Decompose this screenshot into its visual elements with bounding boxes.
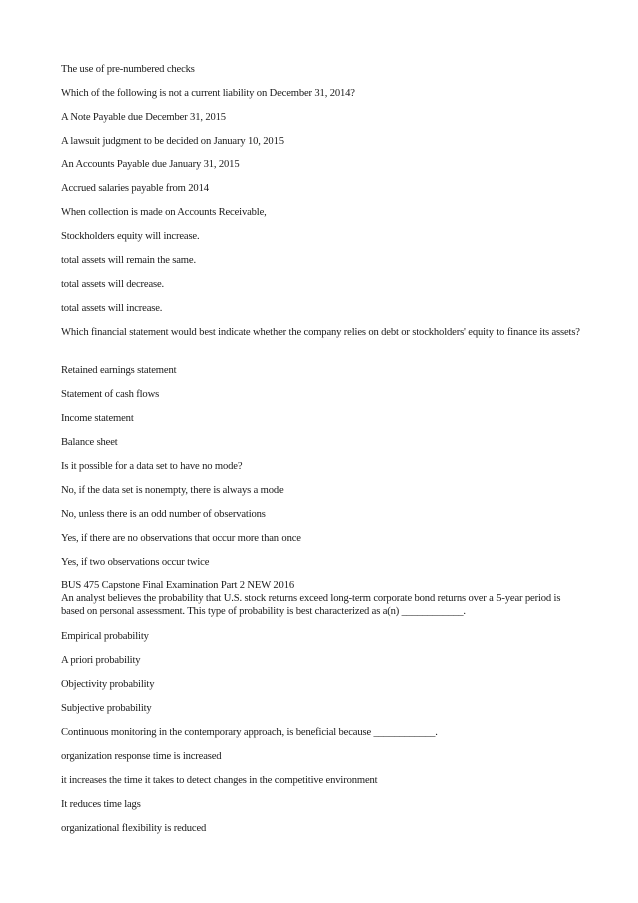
- answer-option: Yes, if two observations occur twice: [61, 557, 210, 568]
- question-text: When collection is made on Accounts Receivable,: [61, 207, 267, 218]
- answer-option: organizational flexibility is reduced: [61, 823, 207, 834]
- answer-option: A Note Payable due December 31, 2015: [61, 112, 226, 123]
- text-line: The use of pre-numbered checks: [61, 64, 195, 75]
- answer-option: total assets will remain the same.: [61, 255, 196, 266]
- answer-option: total assets will decrease.: [61, 279, 165, 290]
- answer-option: Income statement: [61, 413, 134, 424]
- answer-option: Stockholders equity will increase.: [61, 231, 200, 242]
- answer-option: Statement of cash flows: [61, 389, 160, 400]
- question-text: Is it possible for a data set to have no mode?: [61, 461, 243, 472]
- answer-option: Empirical probability: [61, 631, 149, 642]
- answer-option: Subjective probability: [61, 703, 152, 714]
- section-heading: BUS 475 Capstone Final Examination Part 2 NEW 2016: [61, 580, 295, 591]
- answer-option: organization response time is increased: [61, 751, 222, 762]
- answer-option: it increases the time it takes to detect changes in the competitive environment: [61, 775, 378, 786]
- answer-option: Accrued salaries payable from 2014: [61, 183, 209, 194]
- answer-option: Objectivity probability: [61, 679, 155, 690]
- answer-option: A priori probability: [61, 655, 141, 666]
- answer-option: No, if the data set is nonempty, there is always a mode: [61, 485, 284, 496]
- question-text: Continuous monitoring in the contemporary approach, is beneficial because ____________.: [61, 727, 438, 738]
- answer-option: Balance sheet: [61, 437, 118, 448]
- answer-option: It reduces time lags: [61, 799, 141, 810]
- question-text: An analyst believes the probability that U.S. stock returns exceed long-term corporate bond returns over a 5-year period is based on personal assessment. This type of probability is best characterized as a(n) ____________.: [61, 593, 561, 617]
- question-text: Which of the following is not a current liability on December 31, 2014?: [61, 88, 355, 99]
- answer-option: An Accounts Payable due January 31, 2015: [61, 159, 240, 170]
- question-text: Which financial statement would best indicate whether the company relies on debt or stockholders' equity to finance its assets?: [61, 327, 580, 338]
- answer-option: total assets will increase.: [61, 303, 163, 314]
- answer-option: Retained earnings statement: [61, 365, 177, 376]
- answer-option: A lawsuit judgment to be decided on January 10, 2015: [61, 136, 284, 147]
- answer-option: No, unless there is an odd number of observations: [61, 509, 266, 520]
- answer-option: Yes, if there are no observations that occur more than once: [61, 533, 301, 544]
